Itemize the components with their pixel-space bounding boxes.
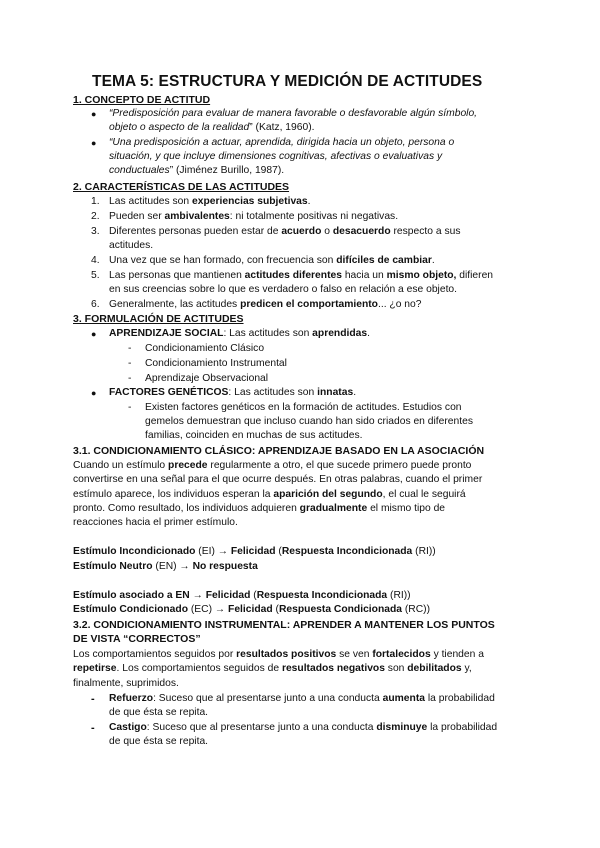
text: . (307, 196, 311, 207)
text: → (189, 590, 206, 601)
text-bold: gradualmente (299, 503, 368, 514)
text-bold: FACTORES GENÉTICOS (109, 387, 229, 398)
bullet-dot: ● (91, 109, 97, 119)
characteristic-1 (109, 195, 311, 209)
text-bold: Estímulo Incondicionado (73, 546, 196, 557)
punishment-line-1 (109, 721, 497, 735)
text-bold: Estímulo asociado a EN (73, 590, 190, 601)
text-bold: Castigo (109, 722, 147, 733)
classical-para-line-2: convertirse en una señal para el que ocurre después. En otras palabras, cuando el primer (73, 474, 483, 485)
text-bold: Estímulo Condicionado (73, 604, 188, 615)
equation-unconditioned (73, 545, 436, 559)
text-bold: resultados negativos (281, 663, 385, 674)
text: ( (275, 546, 282, 557)
instrumental-para-line-2 (73, 662, 472, 676)
list-number: 6. (91, 299, 100, 310)
text: (RI)) (412, 546, 436, 557)
text: : Las actitudes son (223, 328, 313, 339)
text: . (367, 328, 370, 339)
quote-katz-line-1: “Predisposición para evaluar de manera favorable o desfavorable algún símbolo, (109, 108, 478, 119)
text: pronto. Como resultado, los individuos adquieren (73, 503, 300, 514)
text: (RC)) (401, 604, 431, 615)
section-2-heading: 2. CARACTERÍSTICAS DE LAS ACTITUDES (73, 181, 290, 193)
genetic-factors-item (109, 386, 356, 400)
list-number: 1. (91, 196, 100, 207)
text: difieren (456, 270, 494, 281)
instrumental-para-line-1 (73, 648, 484, 662)
text-bold: actitudes diferentes (244, 270, 342, 281)
characteristic-5-line-2: en sus creencias sobre lo que es verdadero o falso en relación a ese objeto. (109, 284, 458, 295)
page-title: TEMA 5: ESTRUCTURA Y MEDICIÓN DE ACTITUDES (92, 73, 483, 90)
characteristic-2 (109, 210, 398, 224)
section-3-2-heading-line-2: DE VISTA “CORRECTOS” (73, 633, 201, 645)
social-learning-item (109, 327, 370, 341)
quote-katz-citation: ” (Katz, 1960). (249, 122, 315, 133)
characteristic-3-line-2: actitudes. (109, 240, 154, 251)
section-1-heading: 1. CONCEPTO DE ACTITUD (73, 94, 211, 106)
text: Cuando un estímulo (73, 460, 169, 471)
equation-conditioned (73, 603, 430, 617)
classical-para-line-3 (73, 488, 466, 502)
list-number: 5. (91, 270, 100, 281)
dash-marker: - (128, 373, 132, 384)
text: : Suceso que al presentarse junto a una conducta (153, 693, 383, 704)
text: . (353, 387, 357, 398)
text: Los comportamientos seguidos por (73, 649, 237, 660)
text: estímulo aparece, los individuos esperan la (73, 489, 274, 500)
text: : Suceso que al presentarse junto a una conducta (146, 722, 377, 733)
text-bold: repetirse (73, 663, 117, 674)
text: , el cual le seguirá (382, 489, 466, 500)
text: (EC) → (187, 604, 229, 615)
reinforcement-line-2: de que ésta se repita. (109, 707, 209, 718)
punishment-line-2: de que ésta se repita. (109, 736, 209, 747)
instrumental-para-line-3: finalmente, suprimidos. (73, 678, 179, 689)
quote-katz-line-2 (109, 121, 315, 135)
list-number: 4. (91, 255, 100, 266)
section-3-1-heading: 3.1. CONDICIONAMIENTO CLÁSICO: APRENDIZAJE BASADO EN LA ASOCIACIÓN (73, 445, 485, 457)
list-number: 2. (91, 211, 100, 222)
quote-jimenez-citation: ” (Jiménez Burillo, 1987). (169, 165, 285, 176)
text: hacia un (341, 270, 387, 281)
text-bold: aprendidas (312, 328, 368, 339)
text-bold: precede (168, 460, 208, 471)
text: la probabilidad (427, 722, 498, 733)
list-number: 3. (91, 226, 100, 237)
text: (EI) → (195, 546, 231, 557)
quote-katz-text: objeto o aspecto de la realidad (109, 122, 250, 133)
characteristic-4 (109, 254, 435, 268)
text-bold: fortalecidos (372, 649, 431, 660)
text: . Los comportamientos seguidos de (116, 663, 282, 674)
text: (RI)) (387, 590, 411, 601)
genetic-note-line-3: familias, coinciden en muchas de sus actitudes. (145, 430, 363, 441)
text-bold: experiencias subjetivas (192, 196, 308, 207)
dash-marker: - (128, 343, 132, 354)
text-bold: Felicidad (205, 590, 251, 601)
classical-para-line-1 (73, 459, 471, 473)
sub-item-classical: Condicionamiento Clásico (145, 343, 265, 354)
quote-jimenez-text: conductuales (109, 165, 170, 176)
text: Pueden ser (109, 211, 165, 222)
text-bold: Respuesta Incondicionada (256, 590, 388, 601)
section-3-heading: 3. FORMULACIÓN DE ACTITUDES (73, 313, 244, 325)
text-bold: resultados positivos (236, 649, 337, 660)
section-3-2-heading-line-1: 3.2. CONDICIONAMIENTO INSTRUMENTAL: APRENDER A MANTENER LOS PUNTOS (73, 619, 495, 631)
text-bold: innatas (317, 387, 354, 398)
text: o (321, 226, 333, 237)
text: Las actitudes son (109, 196, 192, 207)
text-bold: desacuerdo (332, 226, 391, 237)
bullet-dot: ● (91, 388, 97, 398)
quote-jimenez-line-1: “Una predisposición a actuar, aprendida, dirigida hacia un objeto, persona o (109, 137, 455, 148)
text: Generalmente, las actitudes (109, 299, 241, 310)
text: : Las actitudes son (228, 387, 318, 398)
characteristic-3 (109, 225, 460, 239)
text: se ven (336, 649, 373, 660)
bullet-dot: ● (91, 138, 97, 148)
classical-para-line-5: reacciones hacia el primer estímulo. (73, 517, 238, 528)
text: (EN) → (152, 561, 193, 572)
text: y, (461, 663, 472, 674)
text-bold: Respuesta Incondicionada (281, 546, 413, 557)
text: ( (272, 604, 279, 615)
characteristic-5 (109, 269, 493, 283)
text-bold: debilitados (407, 663, 462, 674)
dash-marker: - (128, 402, 132, 413)
quote-jimenez-line-2: situación, y que incluye dimensiones cognitivas, afectivas o evaluativas y (109, 151, 443, 162)
text-bold: acuerdo (281, 226, 322, 237)
text: : ni totalmente positivas ni negativas. (229, 211, 399, 222)
text: el mismo tipo de (367, 503, 446, 514)
quote-jimenez-line-3 (109, 164, 284, 178)
text-bold: ambivalentes (164, 211, 230, 222)
text-bold: Estímulo Neutro (73, 561, 153, 572)
text-bold: No respuesta (192, 561, 258, 572)
text-bold: difíciles de cambiar (336, 255, 432, 266)
text: son (384, 663, 408, 674)
text-bold: predicen el comportamiento (240, 299, 378, 310)
dash-marker: - (128, 358, 132, 369)
text: ... ¿o no? (377, 299, 422, 310)
text: respecto a sus (390, 226, 461, 237)
text: Una vez que se han formado, con frecuencia son (109, 255, 337, 266)
text: regularmente a otro, el que sucede primero puede pronto (207, 460, 472, 471)
dash-marker: - (91, 693, 95, 705)
text-bold: Felicidad (228, 604, 273, 615)
text-bold: aumenta (382, 693, 425, 704)
text-bold: APRENDIZAJE SOCIAL (109, 328, 224, 339)
text-bold: disminuye (376, 722, 428, 733)
characteristic-6 (109, 298, 422, 312)
text: Diferentes personas pueden estar de (109, 226, 282, 237)
text-bold: Felicidad (230, 546, 276, 557)
dash-marker: - (91, 722, 95, 734)
text: Las personas que mantienen (109, 270, 245, 281)
text: y tienden a (430, 649, 484, 660)
text-bold: Refuerzo (109, 693, 154, 704)
equation-neutral (73, 560, 258, 574)
genetic-note-line-2: gemelos demuestran que incluso cuando han sido criados en diferentes (145, 416, 473, 427)
text: la probabilidad (424, 693, 495, 704)
text-bold: aparición del segundo (273, 489, 383, 500)
text-bold: Respuesta Condicionada (278, 604, 402, 615)
text-bold: mismo objeto, (386, 270, 457, 281)
genetic-note-line-1: Existen factores genéticos en la formación de actitudes. Estudios con (145, 402, 462, 413)
bullet-dot: ● (91, 329, 97, 339)
text: ( (250, 590, 257, 601)
sub-item-observational: Aprendizaje Observacional (145, 373, 269, 384)
classical-para-line-4 (73, 502, 445, 516)
sub-item-instrumental: Condicionamiento Instrumental (145, 358, 287, 369)
reinforcement-line-1 (109, 692, 495, 706)
equation-associated (73, 589, 411, 603)
text: . (431, 255, 435, 266)
